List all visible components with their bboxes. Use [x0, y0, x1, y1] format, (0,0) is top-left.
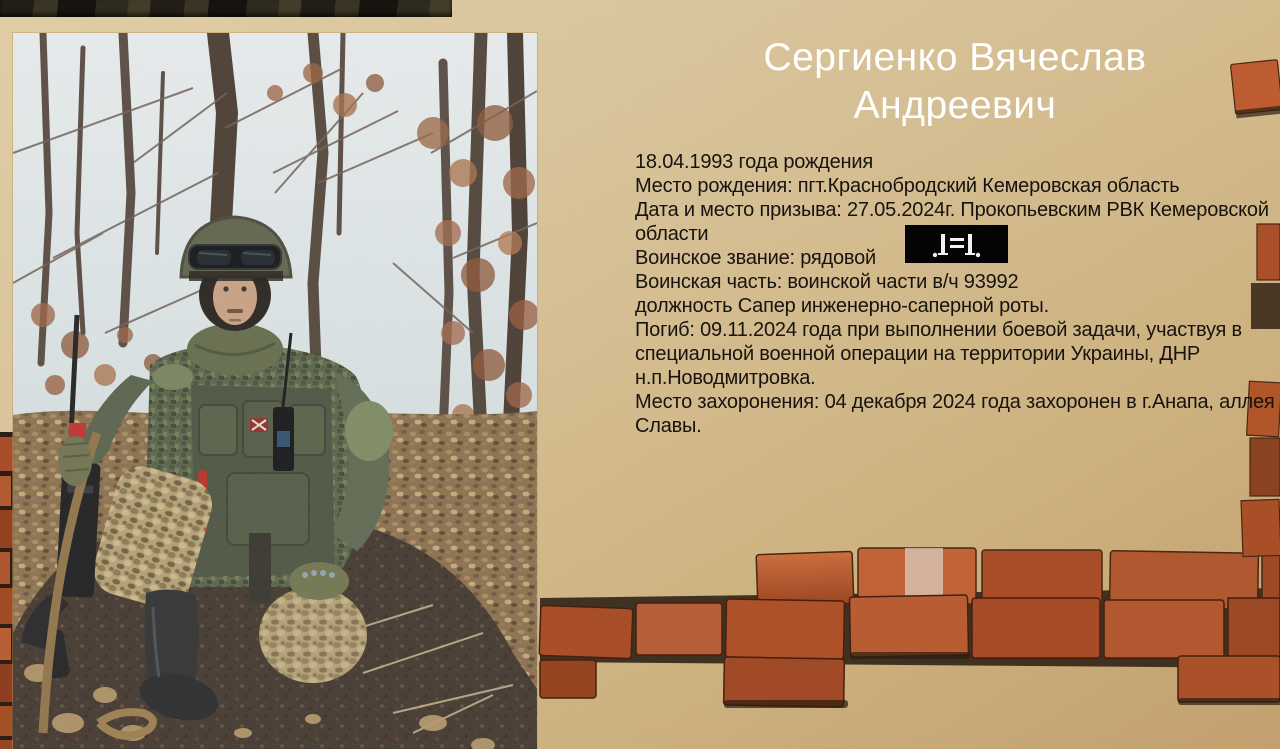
- biography-text: [635, 150, 1280, 438]
- title-name-line2: Андреевич: [853, 84, 1057, 127]
- rank-line: Воинское звание: рядовой: [635, 247, 877, 269]
- position-line: должность Сапер инженерно-саперной роты.: [635, 295, 1049, 317]
- draft-line: Дата и место призыва: 27.05.2024г. Прокопьевским РВК Кемеровской области: [635, 199, 1269, 245]
- burial-line: Место захоронения: 04 декабря 2024 года захоронен в г.Анапа, аллея Славы.: [635, 391, 1275, 437]
- birth-date-line: 18.04.1993 года рождения: [635, 151, 873, 173]
- engineer-unit-flag-icon: [905, 225, 1008, 263]
- soldier-photo: [13, 33, 537, 749]
- birthplace-line: Место рождения: пгт.Краснобродский Кемеровская область: [635, 175, 1180, 197]
- page-title: [615, 34, 1280, 130]
- unit-line: Воинская часть: воинской части в/ч 93992: [635, 271, 1019, 293]
- title-name-line1: Сергиенко Вячеслав: [763, 36, 1147, 79]
- top-photo-strip: [0, 0, 452, 17]
- death-line: Погиб: 09.11.2024 года при выполнении боевой задачи, участвуя в специальной военной операции на территории Украины, ДНР н.п.Новодмитровка.: [635, 319, 1242, 389]
